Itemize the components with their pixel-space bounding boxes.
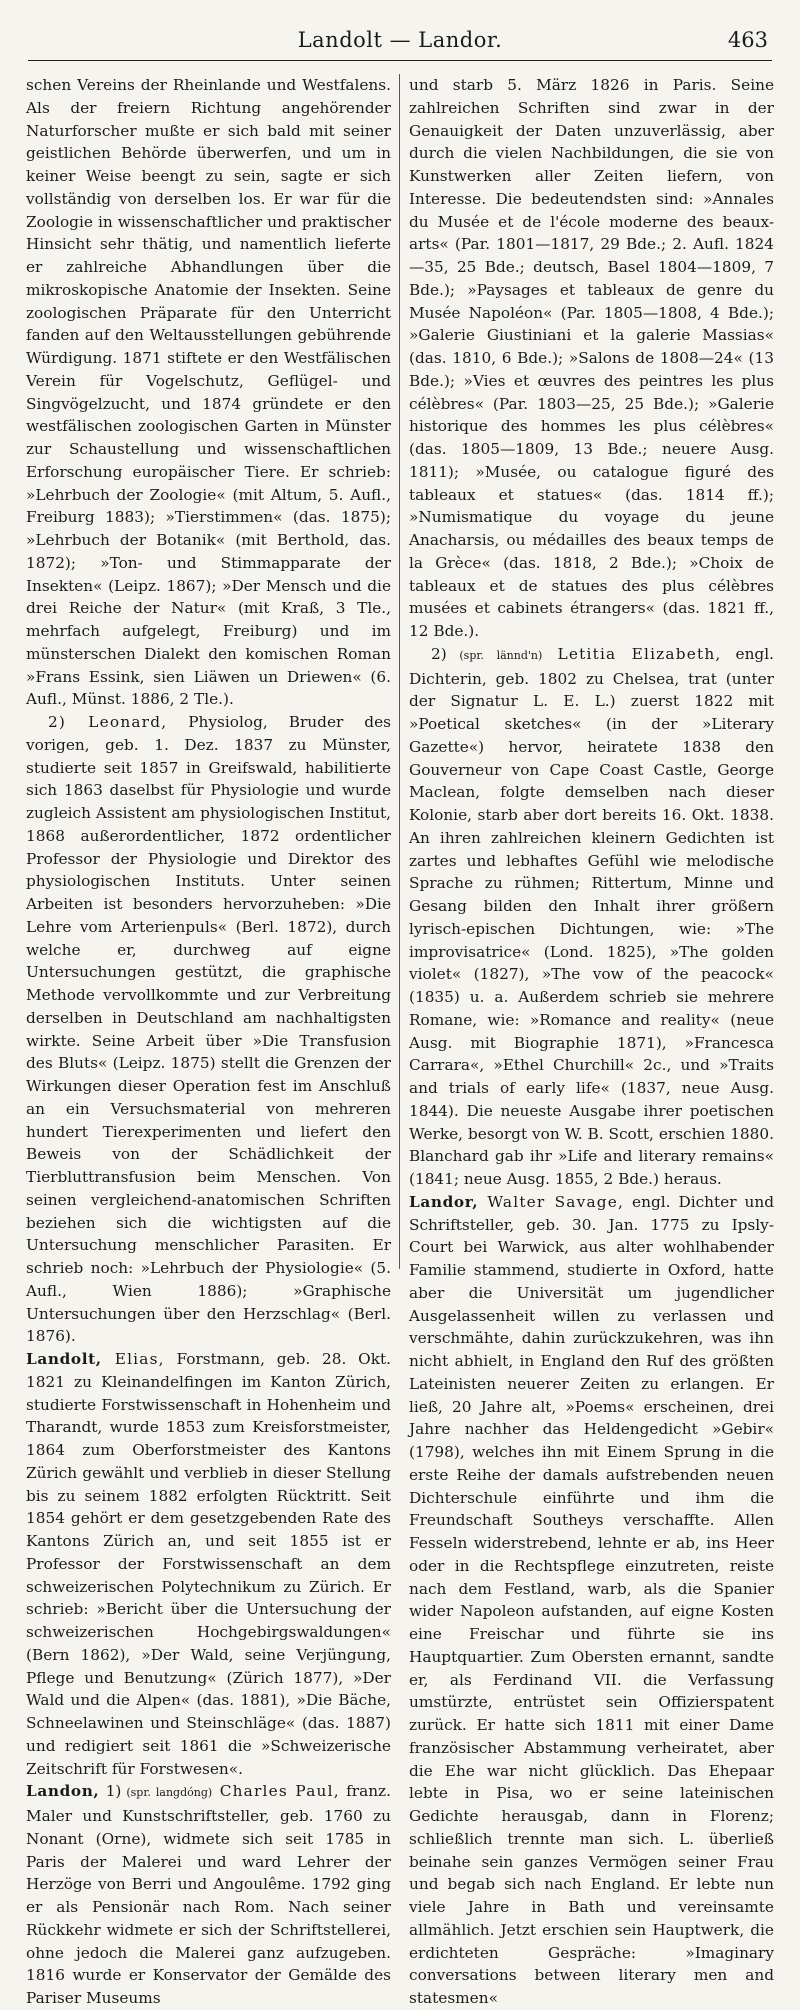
entry-pronunciation: (spr. lännd'n) xyxy=(446,648,543,662)
entry-landor xyxy=(409,1191,774,2010)
entry-landon xyxy=(26,1780,391,2010)
page-header xyxy=(28,26,772,61)
entry-headword: Landor, xyxy=(409,1192,479,1211)
entry-headword: Landon, xyxy=(26,1782,100,1801)
entry-landois-leonard xyxy=(26,711,391,1348)
entry-text: engl. Dichter und Schriftsteller, geb. 30. Jan. 1775 zu Ipsly-Court bei Warwick, aus alter wohlhabender Familie stammend, studierte in Oxford, hatte aber die Universität um jugendlicher Ausgelassenheit willen zu verlassen und verschmähte, dahin zurückzukehren, was ihn nicht abhielt, in England den Ruf des größten Lateinisten neuerer Zeiten zu erlangen. Er ließ, 20 Jahre alt, »Poems« erscheinen, drei Jahre nachher das Heldengedicht »Gebir« (1798), welches ihn mit Einem Sprung in die erste Reihe der damals aufstrebenden neuen Dichterschule einführte und ihm die Freundschaft Southeys verschaffte. Allen Fesseln widerstrebend, lehnte er ab, ins Heer oder in die Rechtspflege einzutreten, reiste nach dem Festland, warb, als die Spanier wider Napoleon aufstanden, auf eigne Kosten eine Freischar und führte sie ins Hauptquartier. Zum Obersten ernannt, sandte er, als Ferdinand VII. die Verfassung umstürzte, entrüstet sein Offizierspatent zurück. Er hatte sich 1811 mit einer Dame französischer Abstammung verheiratet, aber die Ehe war nicht glücklich. Das Ehepaar lebte in Pisa, wo er seine lateinischen Gedichte herausgab, dann in Florenz; schließlich trennte man sich. L. überließ beinahe sein ganzes Vermögen seiner Frau und begab sich nach England. Er lebte nun viele Jahre in Bath und vereinsamte allmählich. Jetzt erschien sein Hauptwerk, die erdichteten Gespräche: »Imaginary conversations between literary men and statesmen« xyxy=(409,1192,774,2007)
entry-headword: 2) Leonard, xyxy=(48,713,168,731)
entry-number: 2) xyxy=(431,644,447,663)
entry-name: Elias, xyxy=(101,1350,165,1368)
entry-text: schen Vereins der Rheinlande und Westfalens. Als der freiern Richtung angehörender Naturforscher mußte er sich bald mit seiner geistlichen Behörde überwerfen, und um in keiner Weise beengt zu sein, sagte er sich vollständig von derselben los. Er war für die Zoologie in wissenschaftlicher und praktischer Hinsicht sehr thätig, und namentlich lieferte er zahlreiche Abhandlungen über die mikroskopische Anatomie der Insekten. Seine zoologischen Präparate für den Unterricht fanden auf den Weltausstellungen gebührende Würdigung. 1871 stiftete er den Westfälischen Verein für Vogelschutz, Geflügel- und Singvögelzucht, und 1874 gründete er den westfälischen zoologischen Garten in Münster zur Schaustellung und wissenschaftlichen Erforschung europäischer Tiere. Er schrieb: »Lehrbuch der Zoologie« (mit Altum, 5. Aufl., Freiburg 1883); »Tierstimmen« (das. 1875); »Lehrbuch der Botanik« (mit Berthold, das. 1872); »Ton- und Stimmapparate der Insekten« (Leipz. 1867); »Der Mensch und die drei Reiche der Natur« (mit Kraß, 3 Tle., mehrfach aufgelegt, Freiburg) und im münsterschen Dialekt den komischen Roman »Frans Essink, sien Liäwen un Driewen« (6. Aufl., Münst. 1886, 2 Tle.). xyxy=(26,76,391,709)
text-columns xyxy=(26,74,774,2007)
entry-text: Forstmann, geb. 28. Okt. 1821 zu Kleinandelfingen im Kanton Zürich, studierte Forstwissenschaft in Hohenheim und Tharandt, wurde 1853 zum Kreisforstmeister, 1864 zum Oberforstmeister des Kantons Zürich gewählt und verblieb in dieser Stellung bis zu seinem 1882 erfolgten Rücktritt. Seit 1854 gehört er dem gesetzgebenden Rate des Kantons Zürich an, und seit 1855 ist er Professor der Forstwissenschaft an dem schweizerischen Polytechnikum zu Zürich. Er schrieb: »Bericht über die Untersuchung der schweizerischen Hochgebirgswaldungen« (Bern 1862), »Der Wald, seine Verjüngung, Pflege und Benutzung« (Zürich 1877), »Der Wald und die Alpen« (das. 1881), »Die Bäche, Schneelawinen und Steinschläge« (das. 1887) und redigiert seit 1861 die »Schweizerische Zeitschrift für Forstwesen«. xyxy=(26,1350,391,1778)
page-number: 463 xyxy=(727,28,768,52)
entry-continuation xyxy=(409,74,774,643)
right-column xyxy=(409,74,774,2007)
entry-continuation xyxy=(26,74,391,711)
entry-landolt xyxy=(26,1348,391,1780)
entry-name: Walter Savage, xyxy=(478,1192,625,1211)
entry-text: engl. Dichterin, geb. 1802 zu Chelsea, trat (unter der Signatur L. E. L.) zuerst 1822 mit »Poetical sketches« (in der »Literary Gazette«) hervor, heiratete 1838 den Gouverneur von Cape Coast Castle, George Maclean, folgte demselben nach dieser Kolonie, starb aber dort bereits 16. Okt. 1838. An ihren zahlreichen kleinern Gedichten ist zartes und lebhaftes Gefühl wie melodische Sprache zu rühmen; Rittertum, Minne und Gesang bilden den Inhalt ihrer größern lyrisch-epischen Dichtungen, wie: »The improvisatrice« (Lond. 1825), »The golden violet« (1827), »The vow of the peacock« (1835) u. a. Außerdem schrieb sie mehrere Romane, wie: »Romance and reality« (neue Ausg. mit Biographie 1871), »Francesca Carrara«, »Ethel Churchill« 2c., und »Traits and trials of early life« (1837, neue Ausg. 1844). Die neueste Ausgabe ihrer poetischen Werke, besorgt von W. B. Scott, erschien 1880. Blanchard gab ihr »Life and literary remains« (1841; neue Ausg. 1855, 2 Bde.) heraus. xyxy=(409,644,774,1188)
entry-pronunciation: (spr. langdóng) xyxy=(121,1786,213,1800)
running-title: Landolt — Landor. xyxy=(297,28,503,52)
entry-landon-letitia xyxy=(409,643,774,1191)
entry-number: 1) xyxy=(99,1782,122,1801)
entry-text: Physiolog, Bruder des vorigen, geb. 1. Dez. 1837 zu Münster, studierte seit 1857 in Greifswald, habilitierte sich 1863 daselbst für Physiologie und wurde zugleich Assistent am physiologischen Institut, 1868 außerordentlicher, 1872 ordentlicher Professor der Physiologie und Direktor des physiologischen Instituts. Unter seinen Arbeiten ist besonders hervorzuheben: »Die Lehre vom Arterienpuls« (Berl. 1872), durch welche er, durchweg auf eigne Untersuchungen gestützt, die graphische Methode vervollkommte und zur Verbreitung derselben in Deutschland am nachhaltigsten wirkte. Seine Arbeit über »Die Transfusion des Bluts« (Leipz. 1875) stellt die Grenzen der Wirkungen dieser Operation fest im Anschluß an ein Versuchsmaterial von mehreren hundert Tierexperimenten und liefert den Beweis von der Schädlichkeit der Tierbluttransfusion beim Menschen. Von seinen vergleichend-anatomischen Schriften beziehen sich die wichtigsten auf die Untersuchung menschlicher Parasiten. Er schrieb noch: »Lehrbuch der Physiologie« (5. Aufl., Wien 1886); »Graphische Untersuchungen über den Herzschlag« (Berl. 1876). xyxy=(26,713,392,1346)
entry-name: Charles Paul, xyxy=(212,1782,340,1801)
entry-headword: Landolt, xyxy=(26,1350,102,1368)
left-column xyxy=(26,74,392,2007)
entry-text: franz. Maler und Kunstschriftsteller, geb. 1760 zu Nonant (Orne), widmete sich seit 1785 in Paris der Malerei und ward Lehrer der Herzöge von Berri und Angoulême. 1792 ging er als Pensionär nach Rom. Nach seiner Rückkehr widmete er sich der Schriftstellerei, ohne jedoch die Malerei ganz aufzugeben. 1816 wurde er Konservator der Gemälde des Pariser Museums xyxy=(26,1782,391,2007)
entry-text: und starb 5. März 1826 in Paris. Seine zahlreichen Schriften sind zwar in der Genauigkeit der Daten unzuverlässig, aber durch die vielen Nachbildungen, die sie von Kunstwerken aller Zeiten liefern, von Interesse. Die bedeutendsten sind: »Annales du Musée et de l'école moderne des beaux-arts« (Par. 1801—1817, 29 Bde.; 2. Aufl. 1824—35, 25 Bde.; deutsch, Basel 1804—1809, 7 Bde.); »Paysages et tableaux de genre du Musée Napoléon« (Par. 1805—1808, 4 Bde.); »Galerie Giustiniani et la galerie Massias« (das. 1810, 6 Bde.); »Salons de 1808—24« (13 Bde.); »Vies et œuvres des peintres les plus célèbres« (Par. 1803—25, 25 Bde.); »Galerie historique des hommes les plus célèbres« (das. 1805—1809, 13 Bde.; neuere Ausg. 1811); »Musée, ou catalogue figuré des tableaux et statues« (das. 1814 ff.); »Numismatique du voyage du jeune Anacharsis, ou médailles des beaux temps de la Grèce« (das. 1818, 2 Bde.); »Choix de tableaux et de statues des plus célèbres musées et cabinets étrangers« (das. 1821 ff., 12 Bde.). xyxy=(409,76,774,640)
entry-name: Letitia Elizabeth, xyxy=(542,644,722,663)
